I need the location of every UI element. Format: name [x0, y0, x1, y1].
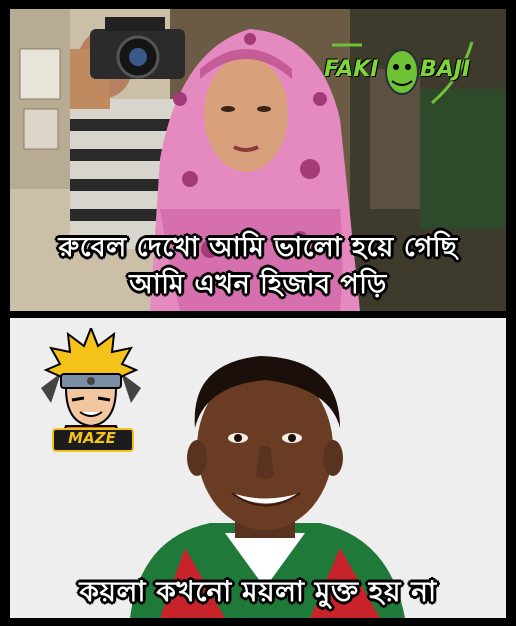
fakibaji-logo-right: BAJI	[420, 57, 471, 82]
top-meme-panel	[10, 9, 506, 311]
bottom-caption: কয়লা কখনো ময়লা মুক্ত হয় না	[79, 575, 437, 608]
top-caption-line-1: রুবেল দেখো আমি ভালো হয়ে গেছি	[58, 232, 458, 263]
maze-logo-text: MAZE	[68, 429, 116, 447]
fakibaji-logo	[322, 37, 482, 107]
fakibaji-logo-left: FAKI	[324, 57, 379, 82]
bottom-meme-panel	[10, 318, 506, 618]
top-caption-line-2: আমি এখন হিজাব পড়ি	[129, 269, 387, 300]
maze-logo	[36, 328, 146, 448]
